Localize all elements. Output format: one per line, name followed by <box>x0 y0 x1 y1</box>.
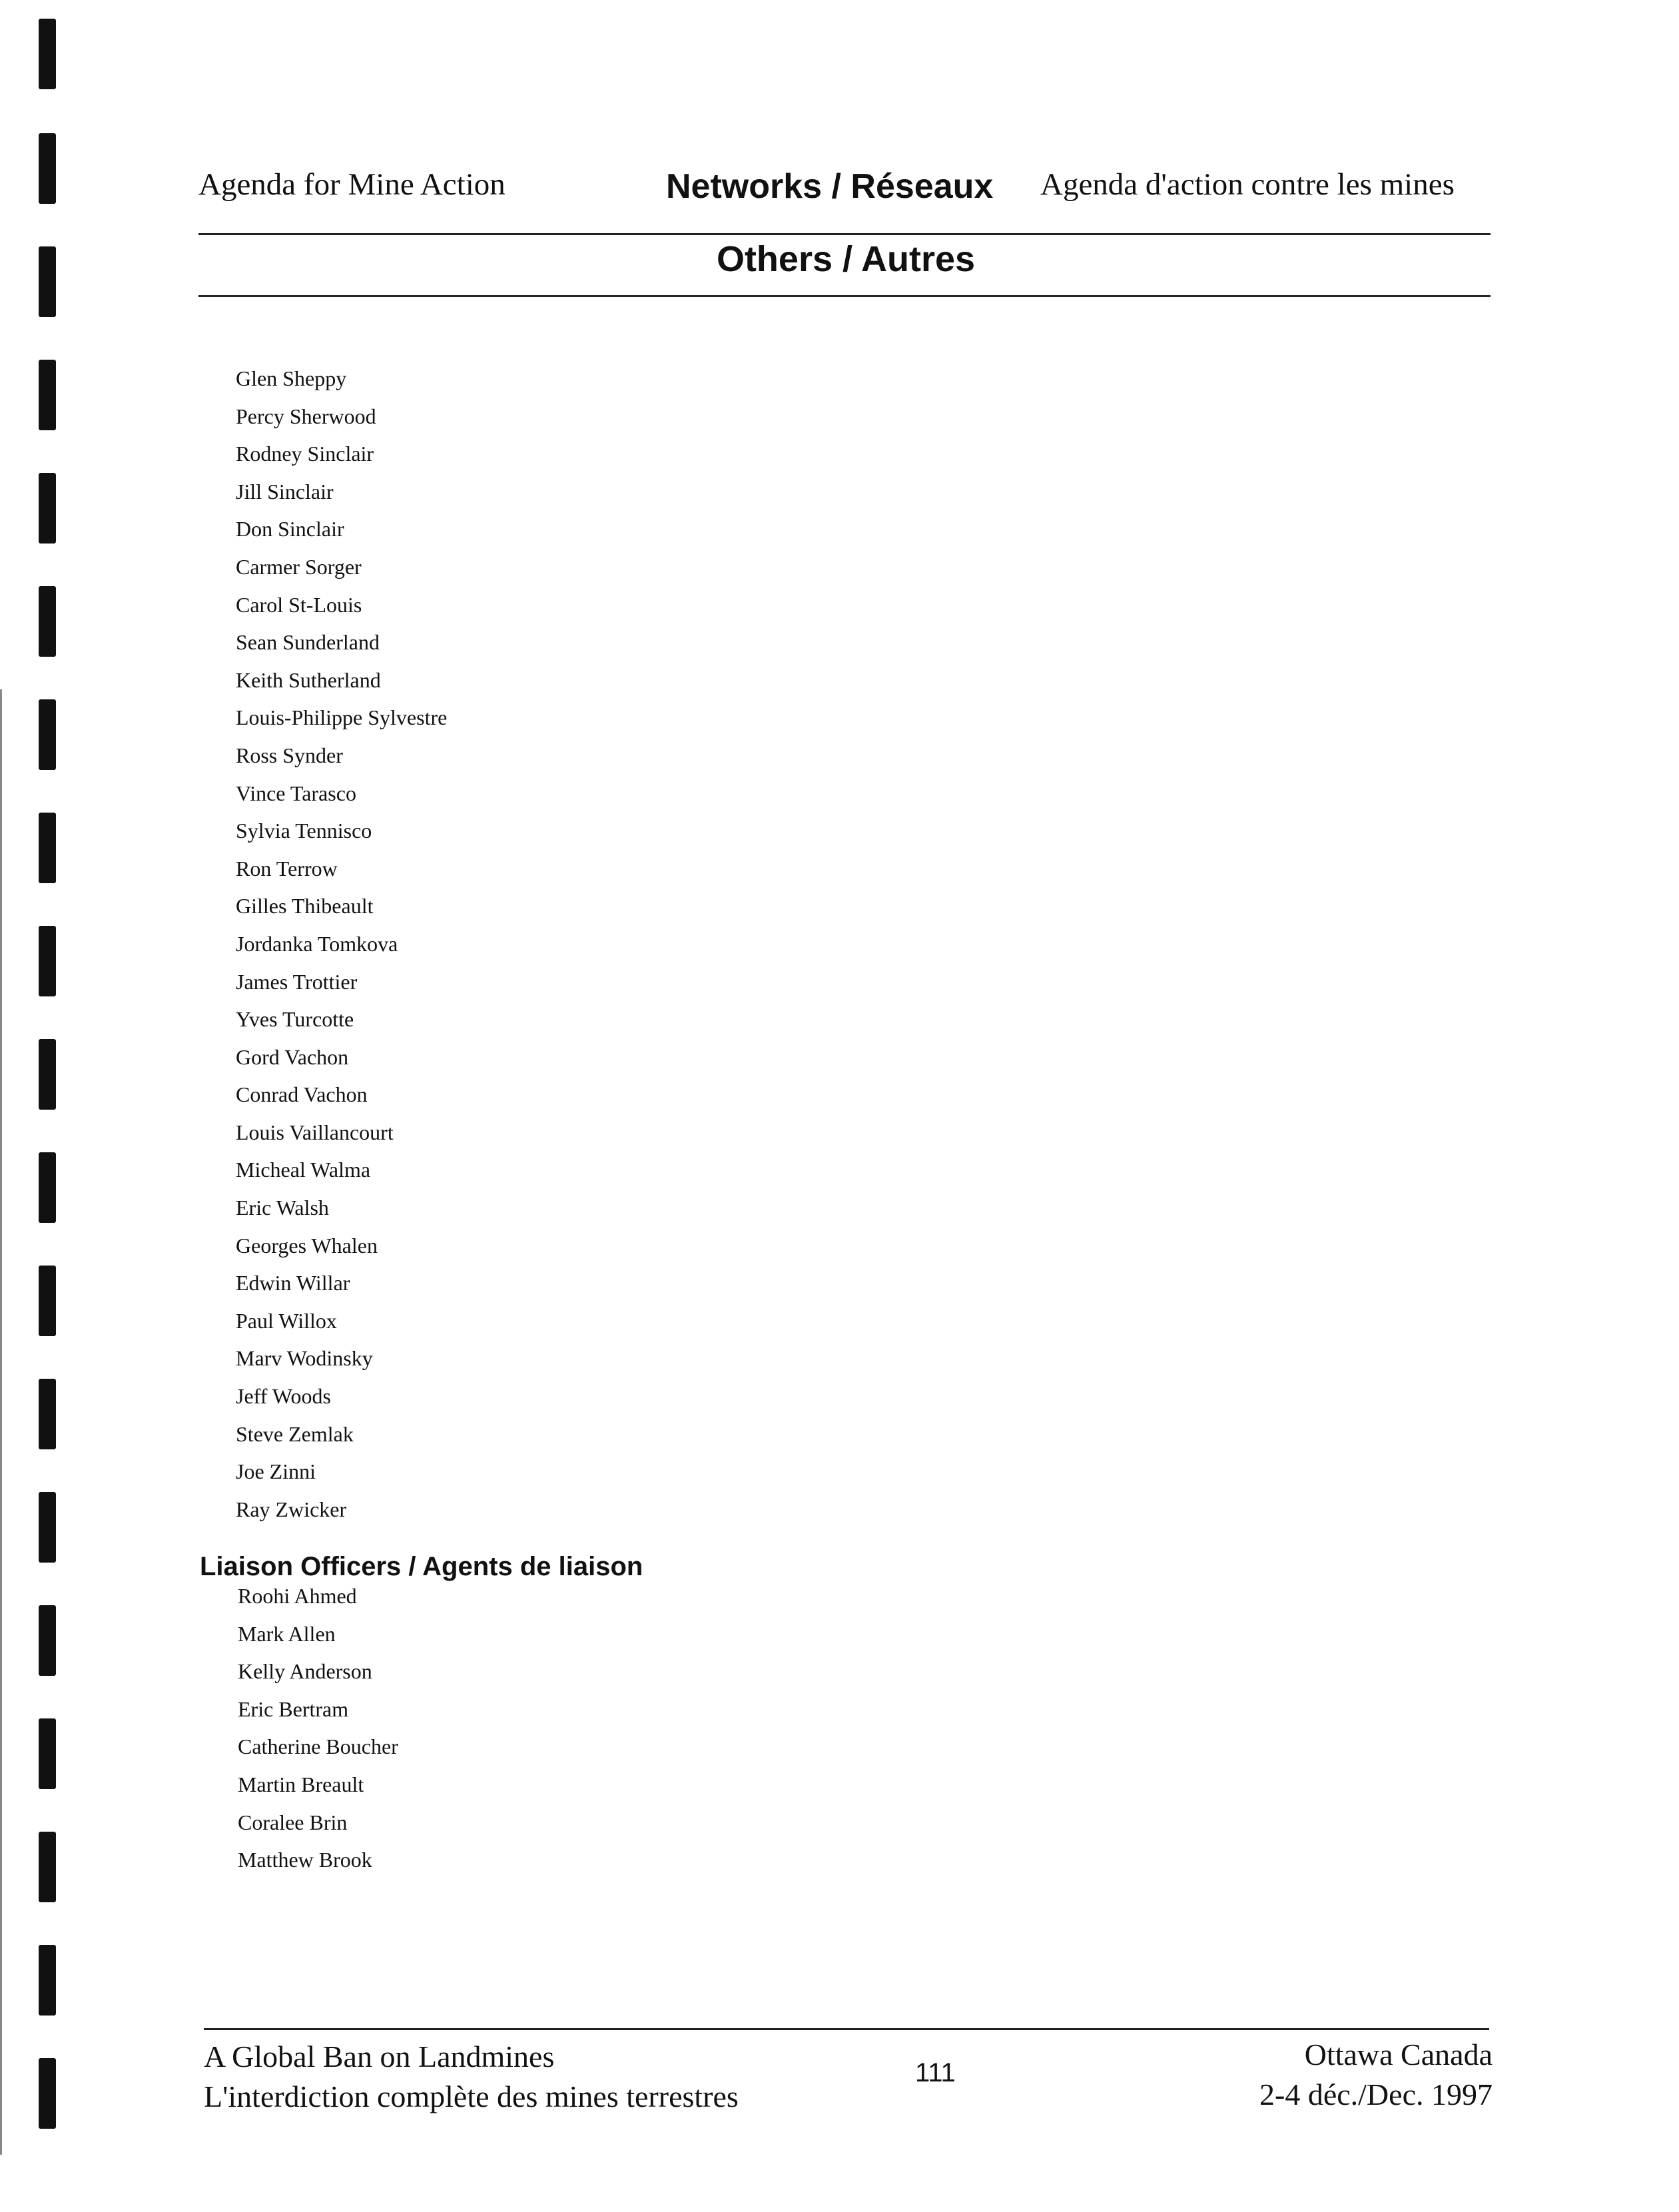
list-item: Matthew Brook <box>238 1848 372 1872</box>
binder-hole <box>39 1039 56 1110</box>
list-item: Mark Allen <box>238 1621 336 1646</box>
list-item: Steve Zemlak <box>236 1421 354 1446</box>
list-item: Micheal Walma <box>236 1158 371 1182</box>
list-item: Louis Vaillancourt <box>236 1120 394 1144</box>
list-item: Roohi Ahmed <box>238 1584 357 1608</box>
list-item: Ray Zwicker <box>236 1497 347 1521</box>
list-item: Joe Zinni <box>236 1459 316 1484</box>
list-item: Gord Vachon <box>236 1044 349 1069</box>
binder-hole <box>39 1266 56 1336</box>
list-item: Edwin Willar <box>236 1271 350 1295</box>
footer-rule <box>204 2028 1489 2030</box>
list-item: Kelly Anderson <box>238 1659 372 1684</box>
binder-hole <box>39 813 56 883</box>
header-right: Agenda d'action contre les mines <box>1040 167 1455 202</box>
list-item: Louis-Philippe Sylvestre <box>236 705 448 730</box>
binder-hole <box>39 473 56 544</box>
binder-hole <box>39 1605 56 1676</box>
list-item: Percy Sherwood <box>236 404 376 428</box>
list-item: Eric Walsh <box>236 1196 329 1220</box>
footer-date: 2-4 déc./Dec. 1997 <box>1259 2077 1493 2111</box>
list-item: Carol St-Louis <box>236 592 362 617</box>
list-item: Catherine Boucher <box>238 1734 398 1759</box>
binder-hole <box>39 1379 56 1449</box>
liaison-heading: Liaison Officers / Agents de liaison <box>200 1552 643 1581</box>
list-item: Jeff Woods <box>236 1384 331 1409</box>
list-item: Glen Sheppy <box>236 366 347 390</box>
list-item: Ross Synder <box>236 743 343 767</box>
binder-hole <box>39 1945 56 2016</box>
header-left: Agenda for Mine Action <box>198 167 505 202</box>
list-item: Keith Sutherland <box>236 667 381 692</box>
binder-hole <box>39 586 56 657</box>
footer-left <box>204 2037 739 2117</box>
list-item: Coralee Brin <box>238 1810 348 1834</box>
binder-hole <box>39 246 56 317</box>
binder-hole <box>39 1492 56 1563</box>
section-rule <box>198 295 1491 297</box>
liaison-list <box>238 1577 837 1879</box>
list-item: Conrad Vachon <box>236 1082 368 1107</box>
others-list <box>236 360 835 1528</box>
list-item: Ron Terrow <box>236 856 338 881</box>
binder-hole <box>39 1152 56 1223</box>
list-item: Gilles Thibeault <box>236 894 374 919</box>
footer-right <box>1259 2035 1493 2115</box>
list-item: Eric Bertram <box>238 1696 349 1721</box>
binder-hole <box>39 1832 56 1902</box>
list-item: Jill Sinclair <box>236 479 334 504</box>
page-number: 111 <box>915 2058 956 2087</box>
list-item: Yves Turcotte <box>236 1007 354 1032</box>
list-item: Marv Wodinsky <box>236 1346 373 1371</box>
binder-hole <box>39 1718 56 1789</box>
footer-title-fr: L'interdiction complète des mines terrestres <box>204 2079 739 2113</box>
binder-hole <box>39 926 56 996</box>
list-item: Martin Breault <box>238 1772 364 1796</box>
list-item: Rodney Sinclair <box>236 442 374 466</box>
list-item: Sean Sunderland <box>236 630 380 655</box>
binder-hole <box>39 699 56 770</box>
list-item: Don Sinclair <box>236 517 344 542</box>
page-edge-line <box>0 689 2 2155</box>
list-item: Jordanka Tomkova <box>236 931 398 956</box>
header-rule <box>198 233 1491 235</box>
binder-hole <box>39 19 56 89</box>
list-item: James Trottier <box>236 969 358 994</box>
section-title: Others / Autres <box>716 239 976 279</box>
list-item: Sylvia Tennisco <box>236 819 372 843</box>
list-item: Carmer Sorger <box>236 554 362 579</box>
footer-title-en: A Global Ban on Landmines <box>204 2039 555 2073</box>
binder-hole <box>39 133 56 204</box>
footer-location: Ottawa Canada <box>1304 2037 1493 2071</box>
header-center: Networks / Réseaux <box>666 167 994 206</box>
binder-hole <box>39 360 56 430</box>
list-item: Vince Tarasco <box>236 781 356 805</box>
binder-hole <box>39 2058 56 2129</box>
list-item: Paul Willox <box>236 1308 337 1333</box>
list-item: Georges Whalen <box>236 1233 378 1258</box>
